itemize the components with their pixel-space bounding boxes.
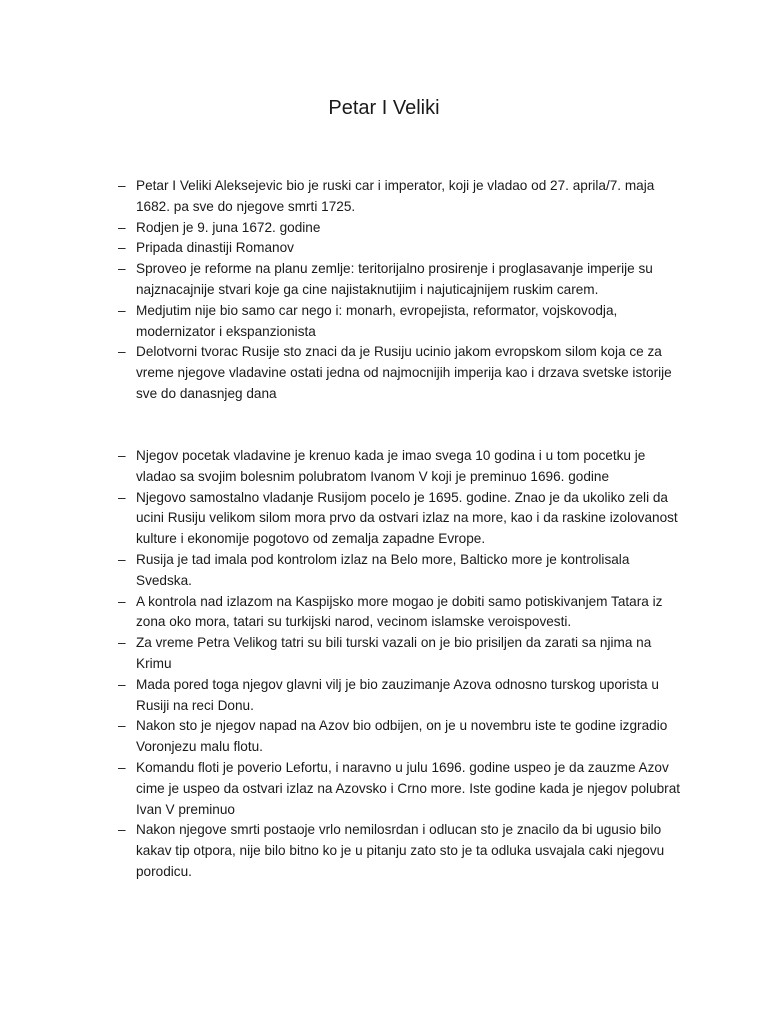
- bullet-dash: –: [118, 551, 126, 567]
- bullet-dash: –: [118, 718, 126, 734]
- list-item: [118, 592, 688, 634]
- list-item: [118, 176, 688, 218]
- list-item: [118, 550, 688, 592]
- list-item-text: Rodjen je 9. juna 1672. godine: [136, 219, 321, 235]
- bullet-list-section-1: [118, 176, 688, 405]
- bullet-dash: –: [118, 676, 126, 692]
- list-item: [118, 820, 688, 882]
- list-item-text: Petar I Veliki Aleksejevic bio je ruski car i imperator, koji je vladao od 27. aprila/7. maja 1682. pa sve do njegove smrti 1725.: [136, 178, 655, 214]
- list-item: [118, 633, 688, 675]
- list-item-text: Nakon njegove smrti postaoje vrlo nemilosrdan i odlucan sto je znacilo da bi ugusio bilo kakav tip otpora, nije bilo bitno ko je u pitanju zato sto je ta odluka usvajala caki njegovu porodicu.: [136, 822, 665, 879]
- bullet-dash: –: [118, 240, 126, 256]
- list-item: [118, 218, 688, 239]
- bullet-dash: –: [118, 261, 126, 277]
- list-item: [118, 342, 688, 404]
- bullet-dash: –: [118, 344, 126, 360]
- bullet-dash: –: [118, 822, 126, 838]
- bullet-dash: –: [118, 593, 126, 609]
- list-item-text: Pripada dinastiji Romanov: [136, 240, 294, 256]
- list-item-text: Delotvorni tvorac Rusije sto znaci da je Rusiju ucinio jakom evropskom silom koja ce za vreme njegove vladavine ostati jedna od najmocnijih imperija kao i drzava svetske istorije sve do danasnjeg dana: [136, 344, 672, 401]
- list-item: [118, 259, 688, 301]
- list-item-text: Medjutim nije bio samo car nego i: monarh, evropejista, reformator, vojskovodja, modernizator i ekspanzionista: [136, 302, 618, 339]
- list-item: [118, 716, 688, 758]
- list-item: [118, 301, 688, 343]
- bullet-dash: –: [118, 759, 126, 775]
- list-item: [118, 675, 688, 717]
- list-item-text: A kontrola nad izlazom na Kaspijsko more mogao je dobiti samo potiskivanjem Tatara iz zona oko mora, tatari su turkijski narod, vecinom islamske veroispovesti.: [136, 593, 663, 630]
- bullet-dash: –: [118, 635, 126, 651]
- bullet-dash: –: [118, 178, 126, 193]
- list-item-text: Sproveo je reforme na planu zemlje: teritorijalno prosirenje i proglasavanje imperije su najznacajnije stvari koje ga cine najistaknutijim i najuticajnijem ruskim carem.: [136, 261, 653, 297]
- list-item-text: Rusija je tad imala pod kontrolom izlaz na Belo more, Balticko more je kontrolisala Svedska.: [136, 551, 630, 588]
- document-title: Petar I Veliki: [328, 97, 440, 119]
- list-item-text: Njegov pocetak vladavine je krenuo kada je imao svega 10 godina i u tom pocetku je vladao sa svojim bolesnim polubratom Ivanom V koji je preminuo 1696. godine: [136, 448, 646, 484]
- bullet-dash: –: [118, 448, 126, 463]
- list-item-text: Mada pored toga njegov glavni vilj je bio zauzimanje Azova odnosno turskog uporista u Rusiji na reci Donu.: [136, 676, 659, 713]
- list-item-text: Komandu floti je poverio Lefortu, i naravno u julu 1696. godine uspeo je da zauzme Azov cime je uspeo da ostvari izlaz na Azovsko i Crno more. Iste godine kada je njegov polubrat Ivan V preminuo: [136, 759, 681, 817]
- bullet-dash: –: [118, 489, 126, 505]
- bullet-dash: –: [118, 302, 126, 318]
- list-item: [118, 758, 688, 820]
- list-item-text: Za vreme Petra Velikog tatri su bili turski vazali on je bio prisiljen da zarati sa njima na Krimu: [136, 635, 652, 671]
- bullet-list-section-2: [118, 446, 688, 883]
- list-item: [118, 446, 688, 488]
- list-item: [118, 238, 688, 259]
- list-item: [118, 488, 688, 550]
- list-item-text: Nakon sto je njegov napad na Azov bio odbijen, on je u novembru iste te godine izgradio Voronjezu malu flotu.: [136, 718, 668, 755]
- list-item-text: Njegovo samostalno vladanje Rusijom pocelo je 1695. godine. Znao je da ukoliko zeli da ucini Rusiju velikom silom mora prvo da ostvari izlaz na more, kao i da raskine izolovanost kulture i ekonomije pogotovo od zemalja zapadne Evrope.: [136, 489, 678, 547]
- bullet-dash: –: [118, 219, 126, 235]
